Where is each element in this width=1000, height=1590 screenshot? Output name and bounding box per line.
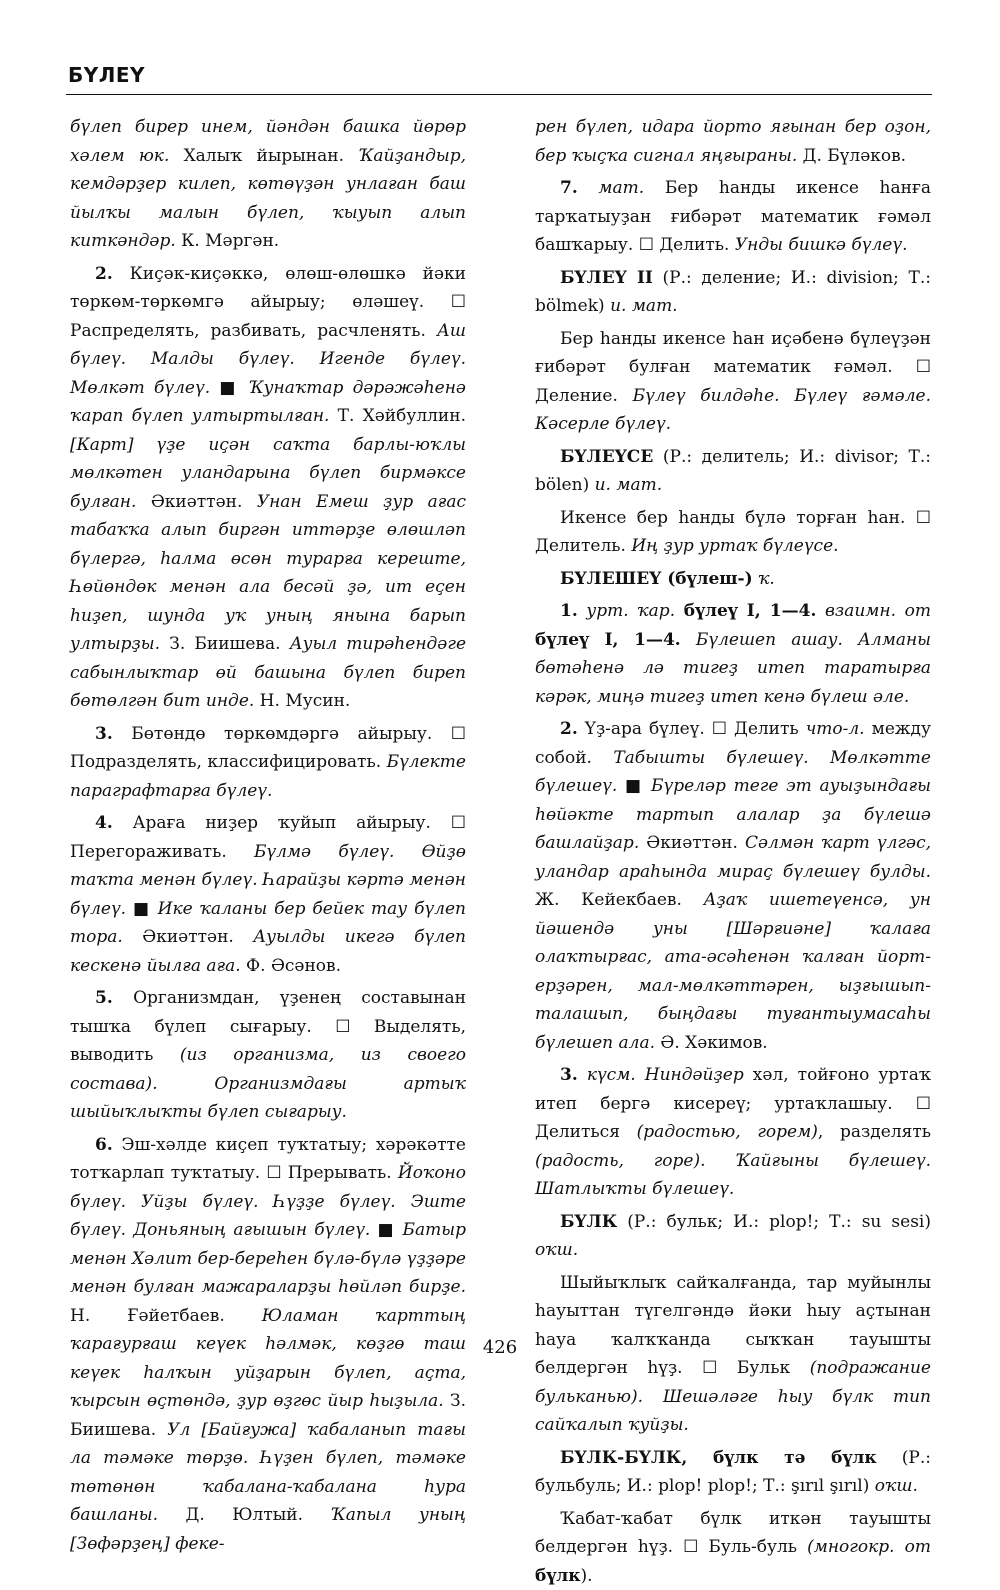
dictionary-paragraph: БҮЛК-БҮЛК, бүлк тә бүлк (Р.: бульбуль; И.: plop! plop!; Т.: şırıl şırıl) оҡш.: [535, 1444, 931, 1501]
dictionary-paragraph: БҮЛК (Р.: бульк; И.: plop!; Т.: su sesi) оҡш.: [535, 1208, 931, 1265]
dictionary-paragraph: 5. Организмдан, үҙенең составынан тышҡа бүлеп сығарыу. ☐ Выделять, выводить (из организма, из своего состава). Организмдағы артыҡ шыйыҡлыҡты бүлеп сығарыу.: [70, 984, 466, 1127]
dictionary-paragraph: 7. мат. Бер һанды икенсе һанға тарҡатыуҙан ғибәрәт математик ғәмәл башҡарыу. ☐ Делить. Унды бишкә бүлеү.: [535, 174, 931, 260]
dictionary-paragraph: рен бүлеп, идара йорто яғынан бер оҙон, бер ҡыҫҡа сигнал яңғыраны. Д. Бүләков.: [535, 113, 931, 170]
dictionary-paragraph: 4. Араға ниҙер ҡуйып айырыу. ☐ Перегораживать. Бүлмә бүлеү. Өйҙө таҡта менән бүлеү. Һарайҙы кәртә менән бүлеү. ■ Ике ҡаланы бер бейек тау бүлеп тора. Әкиәттән. Ауылды икегә бүлеп кескенә йылға аға. Ф. Әсәнов.: [70, 809, 466, 980]
dictionary-paragraph: 6. Эш-хәлде киҫеп туҡтатыу; хәрәкәтте тотҡарлап туҡтатыу. ☐ Прерывать. Йоҡоно бүлеү. Уйҙы бүлеү. Һүҙҙе бүлеү. Эште бүлеү. Доньяның ағышын бүлеү. ■ Батыр менән Хәлит бер-береһен бүлә-бүлә үҙҙәре менән булған мажараларҙы һөйләп бирҙе. Н. Ғәйетбаев. Юламан ҡарттың ҡарағурғаш кеүек һәлмәк, көҙгө таш кеүек һалҡын уйҙарын бүлеп, аҫта, ҡырсын өҫтөндә, ҙур өҙгөс йыр һыҙыла. З. Биишева. Ул [Байғужа] ҡабаланып тағы ла тәмәке төрҙө. Һүҙен бүлеп, тәмәке төтөнөн ҡабалана-ҡабалана һура башланы. Д. Юлтый. Ҡапыл уның [Зөфәрҙең] феке-: [70, 1131, 466, 1559]
dictionary-paragraph: БҮЛЕШЕҮ (бүлеш-) ҡ.: [535, 565, 931, 594]
dictionary-paragraph: Бер һанды икенсе һан иҫәбенә бүлеүҙән ғибәрәт булған математик ғәмәл. ☐ Деление. Бүлеү билдәһе. Бүлеү ғәмәле. Кәсерле бүлеү.: [535, 325, 931, 439]
running-head: БҮЛЕҮ: [68, 63, 145, 87]
dictionary-paragraph: Ҡабат-ҡабат бүлк иткән тауышты белдергән һүҙ. ☐ Буль-буль (многокр. от бүлк).: [535, 1505, 931, 1590]
dictionary-paragraph: бүлеп бирер инем, йәндән башка йөрөр хәлем юк. Халыҡ йырынан. Ҡайҙандыр, кемдәрҙер килеп, көтөүҙән унлаған баш йылҡы малын бүлеп, ҡыуып алып киткәндәр. К. Мәргән.: [70, 113, 466, 256]
dictionary-paragraph: Икенсе бер һанды бүлә торған һан. ☐ Делитель. Иң ҙур уртаҡ бүлеүсе.: [535, 504, 931, 561]
header-rule: [66, 94, 932, 95]
page-number: 426: [0, 1337, 1000, 1358]
dictionary-paragraph: БҮЛЕҮ II (Р.: деление; И.: division; Т.: bölmek) и. мат.: [535, 264, 931, 321]
dictionary-paragraph: Шыйыҡлыҡ сайҡалғанда, тар муйынлы һауыттан түгелгәндә йәки һыу аҫтынан һауа ҡалҡҡанда сыҡҡан тауышты белдергән һүҙ. ☐ Бульк (подражание бульканью). Шешәләге һыу бүлк тип сайҡалып ҡуйҙы.: [535, 1269, 931, 1440]
dictionary-paragraph: 3. Бөтөндө төркөмдәргә айырыу. ☐ Подразделять, классифицировать. Бүлекте параграфтарға бүлеү.: [70, 720, 466, 806]
right-column: [535, 113, 931, 1590]
dictionary-paragraph: БҮЛЕҮСЕ (Р.: делитель; И.: divisor; Т.: bölen) и. мат.: [535, 443, 931, 500]
dictionary-paragraph: 3. күсм. Ниндәйҙер хәл, тойғоно уртаҡ итеп бергә кисереү; уртаҡлашыу. ☐ Делиться (радостью, горем), разделять (радость, горе). Ҡайғыны бүлешеү. Шатлыҡты бүлешеү.: [535, 1061, 931, 1204]
dictionary-paragraph: 1. урт. ҡар. бүлеү I, 1—4. взаимн. от бүлеү I, 1—4. Бүлешеп ашау. Алманы бөтәһенә лә тигеҙ итеп таратырға кәрәк, миңә тигеҙ итеп кенә бүлеш әле.: [535, 597, 931, 711]
dictionary-paragraph: 2. Киҫәк-киҫәккә, өлөш-өлөшкә йәки төркөм-төркөмгә айырыу; өләшеү. ☐ Распределять, разбивать, расчленять. Аш бүлеү. Малды бүлеү. Игенде бүлеү. Мөлкәт бүлеү. ■ Ҡунаҡтар дәрәжәһенә ҡарап бүлеп ултыртылған. Т. Хәйбуллин. [Карт] үҙе иҫән саҡта барлы-юҡлы мөлкәтен уландарына бүлеп бирмәксе булған. Әкиәттән. Унан Емеш ҙур ағас табаҡҡа алып биргән иттәрҙе өлөшләп бүлергә, һалма өсөн турарға кереште, Һөйөндөк менән ала бесәй ҙә, ит еҫен һиҙеп, шунда уҡ уның янына барып ултырҙы. З. Биишева. Ауыл тирәһендәге сабынлыҡтар өй башына бүлеп биреп бөтөлгән бит инде. Н. Мусин.: [70, 260, 466, 716]
dictionary-paragraph: 2. Үҙ-ара бүлеү. ☐ Делить что-л. между собой. Табышты бүлешеү. Мөлкәтте бүлешеү. ■ Бүреләр теге эт ауыҙындағы һөйәкте тартып алалар ҙа бүлешә башлайҙар. Әкиәттән. Сәлмән ҡарт үлгәс, уландар араһында мираҫ бүлешеү булды. Ж. Кейекбаев. Аҙаҡ ишетеүенсә, ун йәшендә уны [Шәрғиәне] ҡалаға олаҡтырғас, ата-әсәһенән ҡалған йорт-ерҙәрен, мал-мөлкәттәрен, ыҙғышып-талашып, быңдағы туғантыумасаһы бүлешеп ала. Ә. Хәкимов.: [535, 715, 931, 1057]
